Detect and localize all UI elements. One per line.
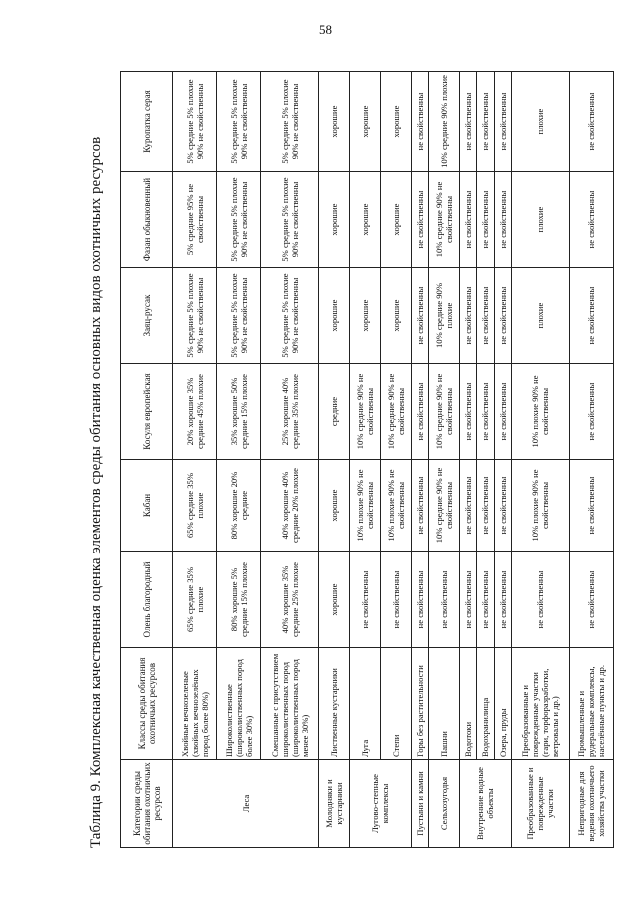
class-cell: Пашни (428, 648, 459, 760)
assessment-cell: не свойственны (411, 172, 428, 268)
assessment-cell: средние (319, 364, 350, 460)
category-cell: Сельхозугодья (428, 760, 459, 848)
assessment-cell: не свойственны (494, 72, 511, 172)
assessment-cell: 65% средние 35% плохие (173, 460, 217, 552)
assessment-cell: не свойственны (459, 72, 476, 172)
assessment-cell: 25% хорошие 40% средние 35% плохие (261, 364, 319, 460)
class-cell: Водохранилища (477, 648, 494, 760)
page-number: 58 (319, 22, 332, 37)
table-row (569, 72, 613, 848)
table-title: Таблица 9. Комплексная качественная оценка элементов среды обитания основных видов охотничьих ресурсов (88, 136, 104, 848)
assessment-cell: не свойственны (459, 552, 476, 648)
assessment-cell: не свойственны (494, 172, 511, 268)
assessment-cell: 10% средние 90% плохие (428, 72, 459, 172)
rotated-page-content (86, 58, 626, 858)
class-cell: Горы без растительности (411, 648, 428, 760)
assessment-cell: не свойственны (569, 460, 613, 552)
assessment-cell: не свойственны (477, 552, 494, 648)
assessment-cell: 5% средние 5% плохие 90% не свойственны (173, 268, 217, 364)
assessment-cell: не свойственны (477, 460, 494, 552)
class-cell: Промышленные и рудеральные комплексы, населённые пункты и др. (569, 648, 613, 760)
table-row (428, 72, 459, 848)
category-cell: Внутренние водные объекты (459, 760, 511, 848)
assessment-cell: не свойственны (459, 268, 476, 364)
assessment-cell: 10% плохие 90% не свойственны (512, 364, 570, 460)
table-body (173, 72, 614, 848)
assessment-cell: хорошие (380, 72, 411, 172)
table-row (217, 72, 261, 848)
assessment-cell: не свойственны (459, 172, 476, 268)
assessment-cell: не свойственны (569, 552, 613, 648)
header-cell: Классы среды обитания охотничьих ресурсов (121, 648, 173, 760)
assessment-cell: хорошие (380, 268, 411, 364)
assessment-cell: не свойственны (428, 552, 459, 648)
assessment-cell: не свойственны (477, 364, 494, 460)
assessment-cell: не свойственны (494, 268, 511, 364)
assessment-cell: не свойственны (459, 364, 476, 460)
assessment-cell: не свойственны (494, 460, 511, 552)
class-cell: Преобразованные и поврежденные участки (гари, торфоразработки, ветровалы и др.) (512, 648, 570, 760)
habitat-assessment-table (120, 71, 614, 848)
header-cell: Косуля европейская (121, 364, 173, 460)
assessment-cell: не свойственны (411, 268, 428, 364)
class-cell: Водотоки (459, 648, 476, 760)
table-row (459, 72, 476, 848)
assessment-cell: 65% средние 35% плохие (173, 552, 217, 648)
header-row (121, 72, 173, 848)
table-row (319, 72, 350, 848)
assessment-cell: 10% плохие 90% не свойственны (380, 460, 411, 552)
class-cell: Широколиственные (широколиственных пород более 30%) (217, 648, 261, 760)
assessment-cell: не свойственны (459, 460, 476, 552)
class-cell: Озера, пруды (494, 648, 511, 760)
assessment-cell: хорошие (319, 72, 350, 172)
header-cell: Кабан (121, 460, 173, 552)
table-row (512, 72, 570, 848)
assessment-cell: не свойственны (477, 72, 494, 172)
assessment-cell: хорошие (319, 552, 350, 648)
assessment-cell: 10% средние 90% не свойственны (428, 364, 459, 460)
class-cell: Хвойные вечнозеленые (хвойных вечнозелёных пород более 80%) (173, 648, 217, 760)
assessment-cell: 5% средние 5% плохие 90% не свойственны (217, 72, 261, 172)
assessment-cell: 10% средние 90% не свойственны (349, 364, 380, 460)
assessment-cell: 5% средние 5% плохие 90% не свойственны (261, 72, 319, 172)
assessment-cell: не свойственны (494, 364, 511, 460)
category-cell: Молодняки и кустарники (319, 760, 350, 848)
class-cell: Степи (380, 648, 411, 760)
category-cell: Леса (173, 760, 319, 848)
assessment-cell: 5% средние 95% не свойственны (173, 172, 217, 268)
assessment-cell: 10% плохие 90% не свойственны (349, 460, 380, 552)
assessment-cell: плохие (512, 172, 570, 268)
assessment-cell: 10% средние 90% не свойственны (428, 460, 459, 552)
table-row (261, 72, 319, 848)
header-cell: Олень благородный (121, 552, 173, 648)
assessment-cell: 10% средние 90% плохие (428, 268, 459, 364)
assessment-cell: 5% средние 5% плохие 90% не свойственны (261, 172, 319, 268)
assessment-cell: хорошие (349, 172, 380, 268)
assessment-cell: не свойственны (411, 72, 428, 172)
assessment-cell: не свойственны (569, 364, 613, 460)
header-cell: Заяц-русак (121, 268, 173, 364)
assessment-cell: 80% хорошие 20% средние (217, 460, 261, 552)
assessment-cell: не свойственны (569, 172, 613, 268)
assessment-cell: не свойственны (411, 552, 428, 648)
assessment-cell: не свойственны (569, 72, 613, 172)
assessment-cell: не свойственны (349, 552, 380, 648)
assessment-cell: 10% средние 90% не свойственны (428, 172, 459, 268)
table-row (349, 72, 380, 848)
assessment-cell: 5% средние 5% плохие 90% не свойственны (217, 172, 261, 268)
table-row (411, 72, 428, 848)
assessment-cell: 40% хорошие 40% средние 20% плохие (261, 460, 319, 552)
table-row (477, 72, 494, 848)
assessment-cell: не свойственны (477, 268, 494, 364)
assessment-cell: плохие (512, 268, 570, 364)
assessment-cell: не свойственны (411, 460, 428, 552)
assessment-cell: не свойственны (494, 552, 511, 648)
assessment-cell: не свойственны (477, 172, 494, 268)
assessment-cell: не свойственны (512, 552, 570, 648)
assessment-cell: не свойственны (380, 552, 411, 648)
table-row (173, 72, 217, 848)
assessment-cell: хорошие (349, 72, 380, 172)
class-cell: Луга (349, 648, 380, 760)
category-cell: Преобразованные и поврежденные участки (512, 760, 570, 848)
header-cell: Фазан обыкновенный (121, 172, 173, 268)
category-cell: Пустыни и камни (411, 760, 428, 848)
table-row (380, 72, 411, 848)
assessment-cell: 10% средние 90% не свойственны (380, 364, 411, 460)
assessment-cell: не свойственны (569, 268, 613, 364)
class-cell: Смешанные с присутствием широколиственных пород (широколиственных пород менее 30%) (261, 648, 319, 760)
assessment-cell: 5% средние 5% плохие 90% не свойственны (217, 268, 261, 364)
assessment-cell: 5% средние 5% плохие 90% не свойственны (173, 72, 217, 172)
assessment-cell: не свойственны (411, 364, 428, 460)
assessment-cell: 40% хорошие 35% средние 25% плохие (261, 552, 319, 648)
assessment-cell: плохие (512, 72, 570, 172)
assessment-cell: 20% хорошие 35% средние 45% плохие (173, 364, 217, 460)
assessment-cell: хорошие (349, 268, 380, 364)
assessment-cell: 5% средние 5% плохие 90% не свойственны (261, 268, 319, 364)
assessment-cell: хорошие (380, 172, 411, 268)
header-cell: Категории среды обитания охотничьих ресурсов (121, 760, 173, 848)
assessment-cell: хорошие (319, 172, 350, 268)
table-row (494, 72, 511, 848)
assessment-cell: 80% хорошие 5% средние 15% плохие (217, 552, 261, 648)
class-cell: Лиственные кустарники (319, 648, 350, 760)
category-cell: Непригодные для ведения охотничьего хозяйства участки (569, 760, 613, 848)
assessment-cell: хорошие (319, 460, 350, 552)
assessment-cell: хорошие (319, 268, 350, 364)
category-cell: Лугово-степные комплексы (349, 760, 411, 848)
assessment-cell: 35% хорошие 50% средние 15% плохие (217, 364, 261, 460)
assessment-cell: 10% плохие 90% не свойственны (512, 460, 570, 552)
header-cell: Куропатка серая (121, 72, 173, 172)
